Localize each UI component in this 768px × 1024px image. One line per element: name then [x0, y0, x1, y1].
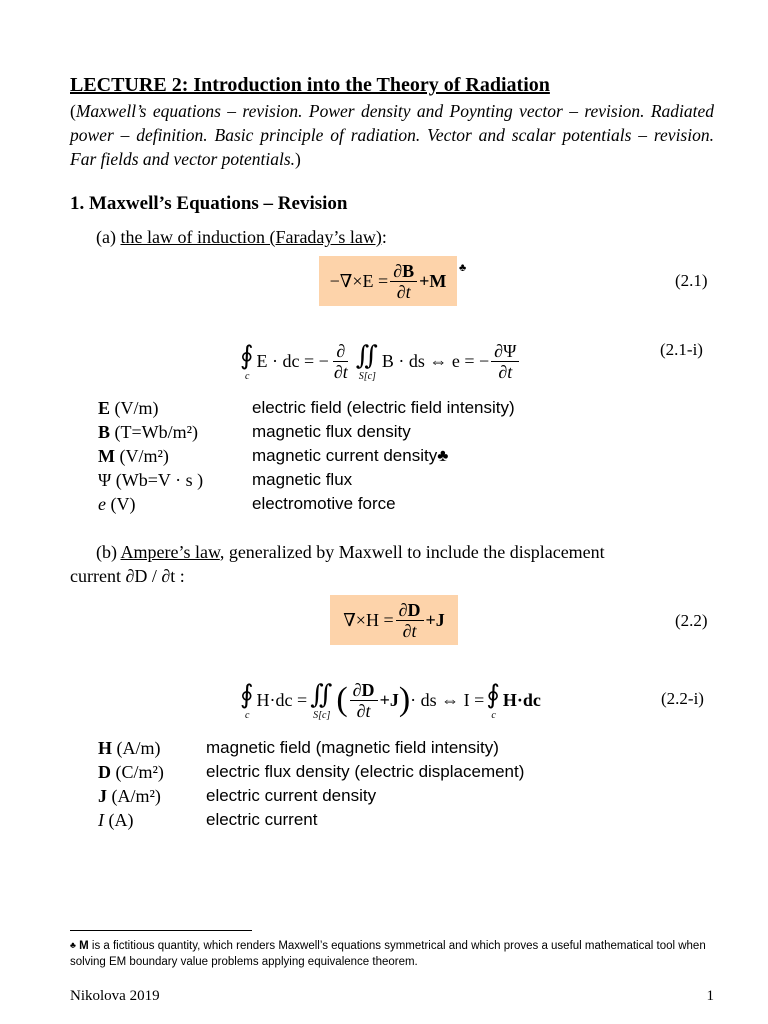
- part-a-suffix: :: [381, 227, 387, 247]
- def-symbol-bold: Ψ: [98, 470, 112, 490]
- def-description: electric current density: [206, 786, 377, 805]
- eq-2-1-i-den2: ∂t: [498, 361, 513, 382]
- eq-2-2-lhs: ∇×H =: [343, 609, 394, 630]
- equation-2-1-i: [240, 328, 521, 394]
- definitions-b: [98, 736, 524, 832]
- lecture-title: LECTURE 2: Introduction into the Theory of Radiation: [70, 74, 550, 96]
- contour-integral-2-icon: ∮: [486, 679, 500, 709]
- contour-integral-icon: ∮: [240, 679, 254, 709]
- def-unit: (V/m²): [115, 446, 169, 466]
- part-b-line2: current ∂D / ∂t :: [70, 566, 185, 586]
- def-symbol: [98, 420, 252, 444]
- def-symbol: [98, 784, 206, 808]
- def-row: [98, 468, 515, 492]
- page-number: 1: [706, 988, 714, 1004]
- intro-close-paren: ): [295, 149, 301, 169]
- eq-2-1-rhs: +M: [419, 270, 447, 291]
- intro-open-paren: (: [70, 101, 76, 121]
- eq-2-1-i-lhs: E · dc = −: [256, 350, 329, 371]
- left-paren: (: [336, 681, 348, 718]
- def-symbol-italic: I: [98, 810, 104, 830]
- eq-2-1-i-fraction: [331, 341, 351, 382]
- eq-2-1-den: ∂t: [396, 281, 411, 302]
- def-description: electric current: [206, 810, 318, 829]
- def-description: electric field (electric field intensity): [252, 398, 515, 417]
- equation-2-2: [330, 595, 458, 645]
- eq-2-1-lhs: −∇×E =: [329, 270, 389, 291]
- part-b-label: Ampere’s law: [120, 542, 220, 562]
- def-unit: (V/m): [110, 398, 159, 418]
- def-unit: (T=Wb/m²): [110, 422, 199, 442]
- part-b-head: [96, 540, 605, 564]
- eq-2-2-i-num: ∂D: [350, 680, 378, 701]
- eq-2-1-i-number: (2.1-i): [660, 340, 703, 359]
- contour-integral-sub: c: [245, 370, 250, 382]
- contour-integral-2-sub: c: [491, 709, 496, 721]
- def-unit: (A/m): [112, 738, 161, 758]
- surface-integral: [310, 680, 333, 721]
- eq-2-1-fraction: [390, 261, 417, 302]
- def-unit: (A/m²): [107, 786, 161, 806]
- contour-integral: [240, 680, 255, 721]
- part-b-rest: , generalized by Maxwell to include the displacement: [219, 542, 605, 562]
- def-unit: (A): [104, 810, 134, 830]
- def-unit: (V): [106, 494, 136, 514]
- surface-integral-sub: S[c]: [358, 370, 376, 382]
- def-symbol-italic: e: [98, 494, 106, 514]
- footnote: [70, 937, 718, 970]
- eq-2-1-i-den: ∂t: [333, 361, 348, 382]
- eq-2-1-i-rhs: B · ds ⇔ e = −: [381, 350, 490, 371]
- intro-text: Maxwell’s equations – revision. Power density and Poynting vector – revision. Radiated power – definition. Basic principle of radiation. Vector and scalar potentials – revision. Far fields and vector potentials.: [70, 101, 714, 169]
- def-symbol-bold: M: [98, 446, 115, 466]
- footnote-mark: ♣: [70, 940, 76, 950]
- eq-2-2-rhs: +J: [425, 609, 445, 630]
- def-description: magnetic current density♣: [252, 446, 449, 465]
- eq-2-1-number: (2.1): [675, 271, 708, 290]
- def-row: [98, 760, 524, 784]
- eq-2-2-i-rhs: · ds ⇔ I =: [410, 689, 485, 710]
- def-symbol: [98, 760, 206, 784]
- footnote-symbol: M: [79, 940, 89, 952]
- def-unit: (C/m²): [111, 762, 164, 782]
- def-description: magnetic flux density: [252, 422, 411, 441]
- right-paren: ): [398, 681, 411, 718]
- part-b-line1: [96, 540, 714, 564]
- eq-2-2-i-mid: +J: [379, 689, 399, 710]
- definitions-a: [98, 396, 515, 516]
- eq-2-2-fraction: [396, 600, 424, 641]
- part-a-label: the law of induction (Faraday’s law): [120, 227, 382, 247]
- def-row: [98, 492, 515, 516]
- part-a-text: [96, 225, 387, 249]
- def-description: magnetic flux: [252, 470, 353, 489]
- contour-integral-icon: ∮: [240, 340, 254, 370]
- eq-2-1-num: ∂B: [390, 261, 417, 282]
- def-symbol: [98, 808, 206, 832]
- eq-2-2-i-number: (2.2-i): [661, 689, 704, 708]
- eq-2-2-i-fraction: [350, 680, 378, 721]
- def-unit: (Wb=V · s ): [111, 470, 204, 490]
- eq-2-1-i-fraction2: [491, 341, 519, 382]
- footnote-text: is a fictitious quantity, which renders Maxwell’s equations symmetrical and which proves a useful mathematical tool when solving EM boundary value problems applying equivalence theorem.: [70, 940, 706, 968]
- def-symbol-bold: B: [98, 422, 111, 442]
- def-description: electric flux density (electric displacement): [206, 762, 525, 781]
- eq-2-2-num: ∂D: [396, 600, 424, 621]
- def-row: [98, 808, 524, 832]
- part-a-prefix: (a): [96, 227, 121, 247]
- eq-2-2-number: (2.2): [675, 611, 708, 630]
- def-symbol-bold: D: [98, 762, 111, 782]
- def-row: [98, 444, 515, 468]
- def-symbol: [98, 468, 252, 492]
- lecture-intro: [70, 99, 714, 171]
- def-description: magnetic field (magnetic field intensity): [206, 738, 499, 757]
- eq-2-1-i-num2: ∂Ψ: [491, 341, 519, 362]
- def-description: electromotive force: [252, 494, 396, 513]
- contour-integral-sub: c: [245, 709, 250, 721]
- def-symbol: [98, 396, 252, 420]
- eq-2-2-i-den: ∂t: [356, 700, 371, 721]
- contour-integral: [240, 341, 255, 382]
- def-row: [98, 736, 524, 760]
- def-symbol-bold: E: [98, 398, 111, 418]
- footnote-divider: [70, 930, 252, 931]
- section-heading: 1. Maxwell’s Equations – Revision: [70, 193, 348, 214]
- eq-2-1-i-num: ∂: [333, 341, 348, 362]
- footer-author: Nikolova 2019: [70, 988, 160, 1004]
- surface-integral-icon: ∬: [310, 679, 333, 709]
- surface-integral-icon: ∬: [355, 340, 378, 370]
- equation-2-1: [319, 256, 457, 306]
- part-b-prefix: (b): [96, 542, 121, 562]
- def-symbol-bold: H: [98, 738, 113, 758]
- def-row: [98, 420, 515, 444]
- def-row: [98, 396, 515, 420]
- club-mark: ♣: [459, 262, 467, 274]
- def-symbol-bold: J: [98, 786, 107, 806]
- def-symbol: [98, 444, 252, 468]
- def-symbol: [98, 492, 252, 516]
- eq-2-2-i-rhs2: H·dc: [502, 689, 541, 710]
- eq-2-2-den: ∂t: [402, 620, 417, 641]
- contour-integral-2: [486, 680, 501, 721]
- def-symbol: [98, 736, 206, 760]
- surface-integral-sub: S[c]: [313, 709, 331, 721]
- def-row: [98, 784, 524, 808]
- equation-2-2-i: [240, 665, 541, 735]
- surface-integral: [356, 341, 379, 382]
- eq-2-2-i-lhs: H·dc =: [256, 689, 308, 710]
